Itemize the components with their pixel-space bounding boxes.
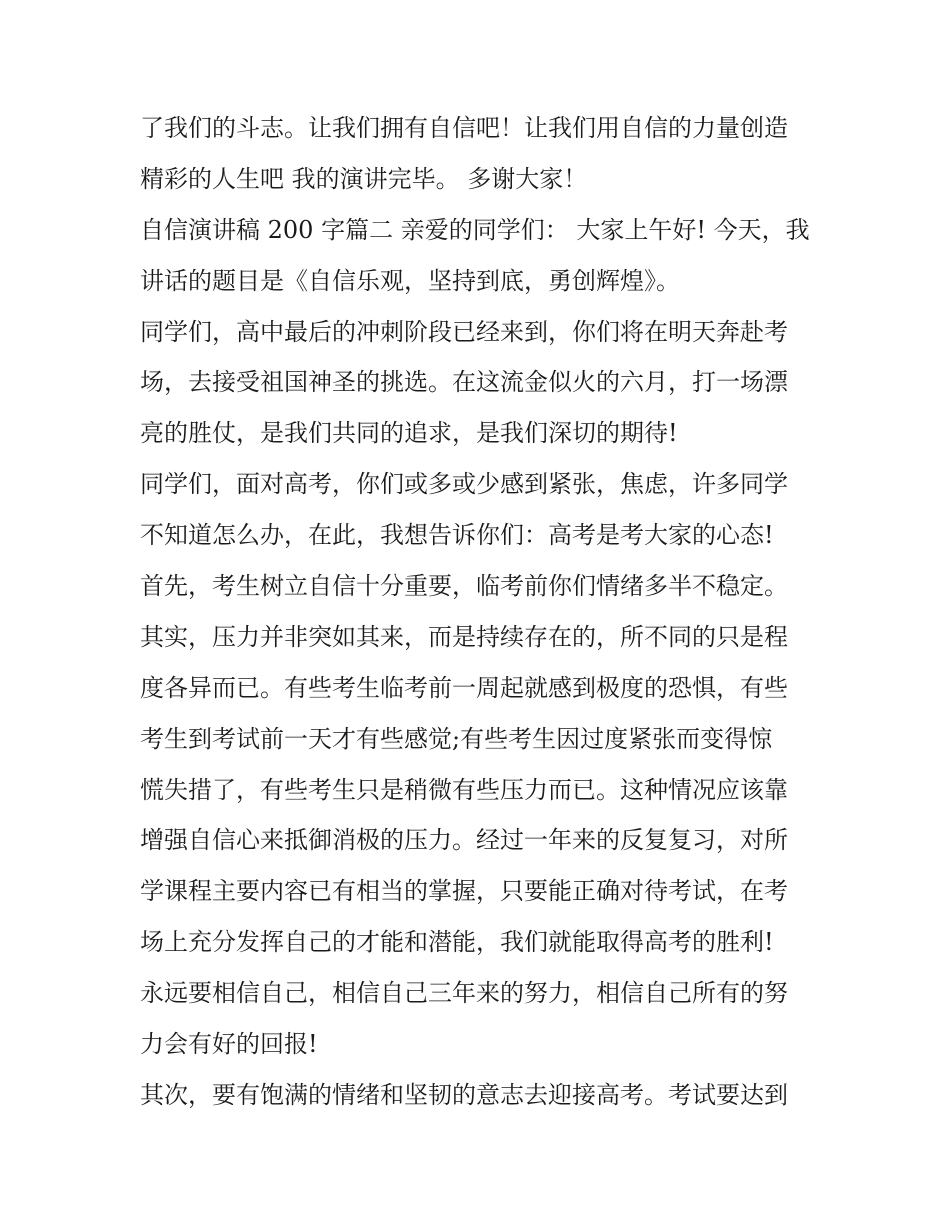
text-line: 同学们，高中最后的冲刺阶段已经来到，你们将在明天奔赴考 [140,317,788,346]
text-line: 力会有好的回报! [140,1030,318,1059]
text-line: 不知道怎么办，在此，我想告诉你们：高考是考大家的心态! [140,521,774,550]
text-line: 度各异而已。有些考生临考前一周起就感到极度的恐惧，有些 [140,673,788,702]
text-line: 增强自信心来抵御消极的压力。经过一年来的反复复习，对所 [140,826,788,855]
text-line: 考生到考试前一天才有些感觉;有些考生因过度紧张而变得惊 [140,724,773,753]
text-line: 首先，考生树立自信十分重要，临考前你们情绪多半不稳定。 [140,572,788,601]
text-line: 学课程主要内容已有相当的掌握，只要能正确对待考试，在考 [140,877,788,906]
text-line: 自信演讲稿 200 字篇二 亲爱的同学们： 大家上午好! 今天，我 [140,215,810,244]
text-line: 其实，压力并非突如其来，而是持续存在的，所不同的只是程 [140,622,788,651]
text-line: 其次，要有饱满的情绪和坚韧的意志去迎接高考。考试要达到 [140,1080,788,1109]
text-line: 永远要相信自己，相信自己三年来的努力，相信自己所有的努 [140,979,788,1008]
text-line: 慌失措了，有些考生只是稍微有些压力而已。这种情况应该靠 [140,775,788,804]
text-line: 精彩的人生吧 我的演讲完毕。 多谢大家！ [140,164,588,193]
text-line: 同学们，面对高考，你们或多或少感到紧张，焦虑，许多同学 [140,470,788,499]
text-line: 了我们的斗志。让我们拥有自信吧！让我们用自信的力量创造 [140,114,788,142]
speech-text-block [140,103,820,1121]
text-line: 亮的胜仗，是我们共同的追求，是我们深切的期待! [140,419,678,448]
text-line: 场上充分发挥自己的才能和潜能，我们就能取得高考的胜利! [140,928,774,957]
text-line: 场，去接受祖国神圣的挑选。在这流金似火的六月，打一场漂 [140,368,788,397]
text-line: 讲话的题目是《自信乐观，坚持到底，勇创辉煌》。 [140,266,680,295]
